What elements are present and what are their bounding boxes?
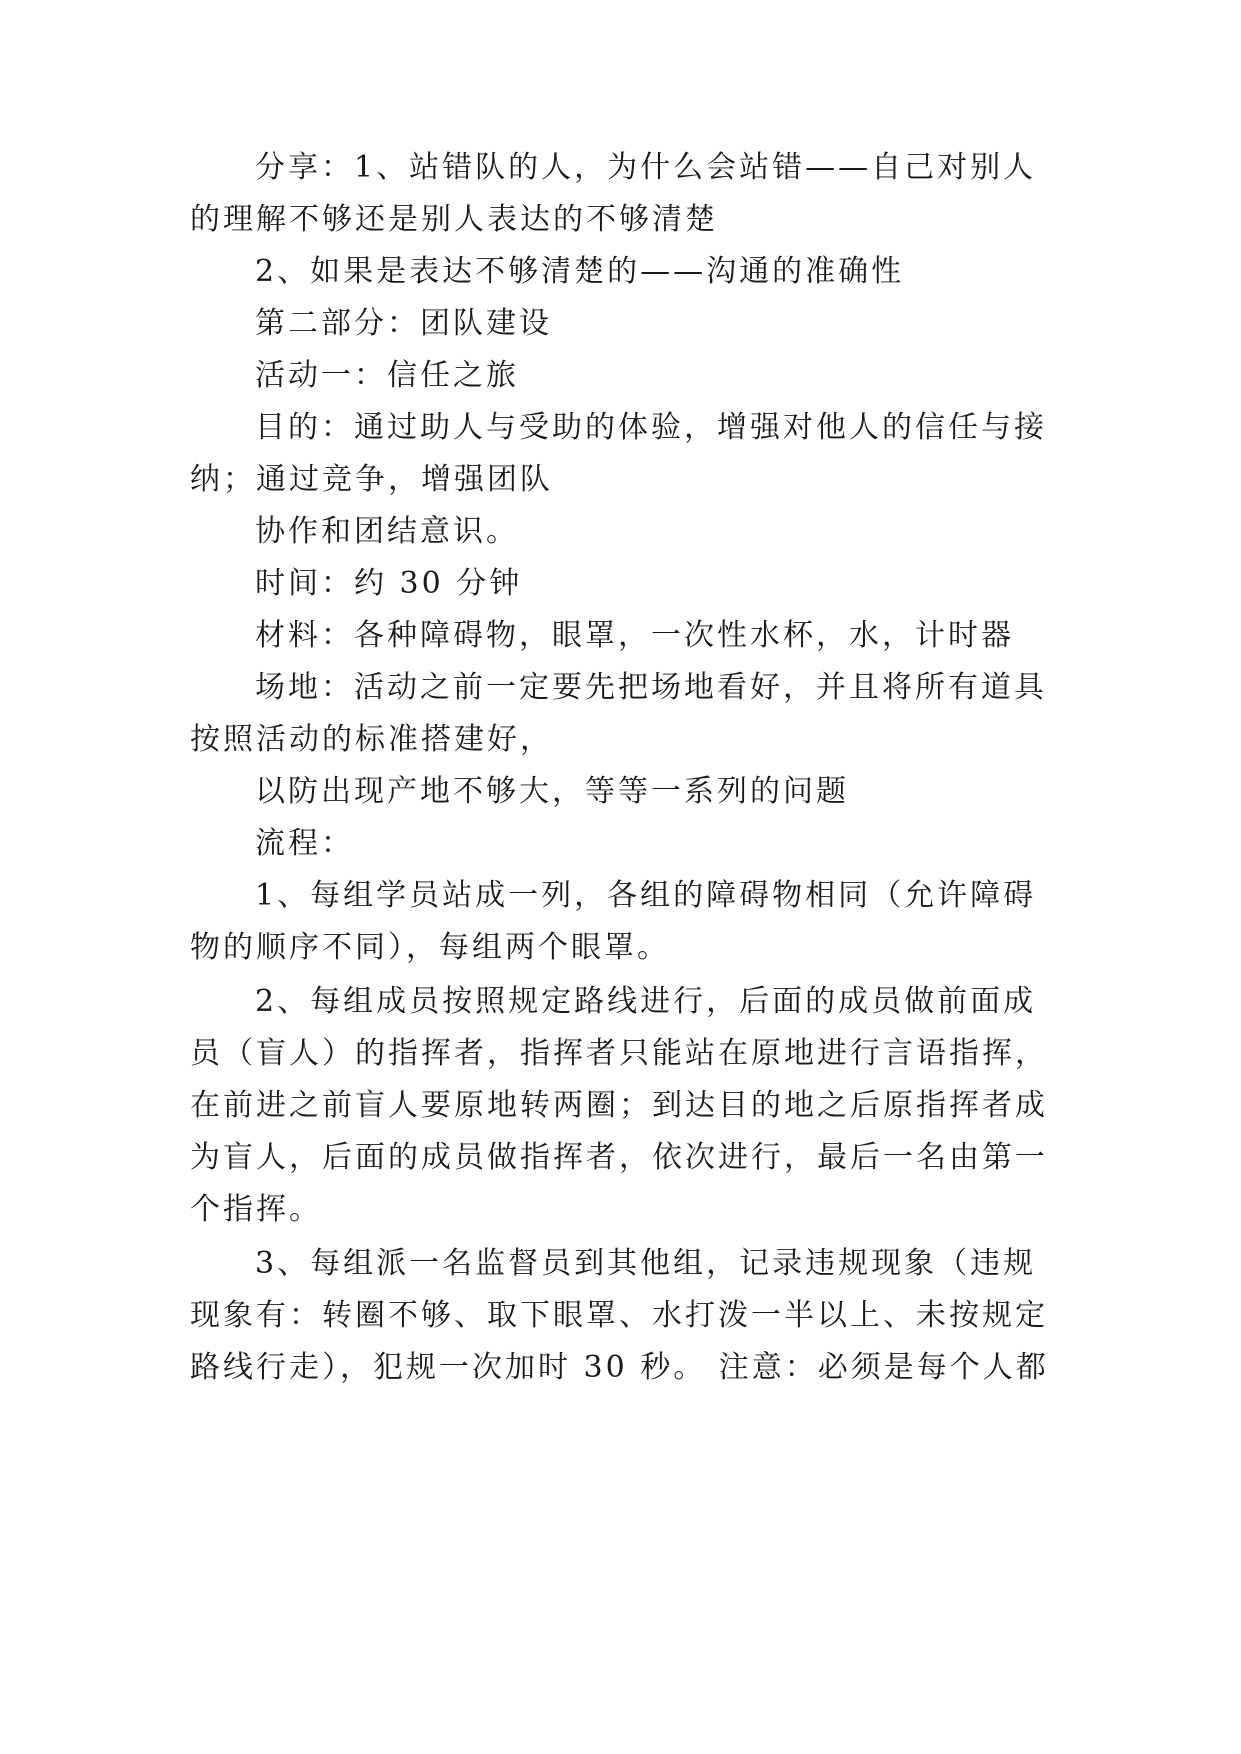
section-heading: 第二部分：团队建设 bbox=[255, 306, 552, 341]
text-line: 分享：1、站错队的人，为什么会站错——自己对别人 bbox=[255, 150, 1037, 185]
activity-heading: 活动一：信任之旅 bbox=[255, 358, 519, 393]
text-line: 路线行走），犯规一次加时 30 秒。 注意：必须是每个人都 bbox=[190, 1350, 1049, 1385]
text-line: 材料：各种障碍物，眼罩，一次性水杯，水，计时器 bbox=[255, 618, 1014, 653]
text-line: 的理解不够还是别人表达的不够清楚 bbox=[190, 202, 718, 237]
text-line: 个指挥。 bbox=[190, 1192, 322, 1227]
text-line: 纳；通过竞争，增强团队 bbox=[190, 462, 553, 497]
text-line: 2、每组成员按照规定路线进行，后面的成员做前面成 bbox=[255, 984, 1037, 1019]
text-line: 为盲人，后面的成员做指挥者，依次进行，最后一名由第一 bbox=[190, 1140, 1048, 1175]
text-line: 时间：约 30 分钟 bbox=[255, 566, 523, 601]
text-line: 现象有：转圈不够、取下眼罩、水打泼一半以上、未按规定 bbox=[190, 1298, 1048, 1333]
text-line: 协作和团结意识。 bbox=[255, 514, 519, 549]
text-line: 以防出现产地不够大，等等一系列的问题 bbox=[255, 774, 849, 809]
text-line: 2、如果是表达不够清楚的——沟通的准确性 bbox=[255, 254, 905, 289]
text-line: 员（盲人）的指挥者，指挥者只能站在原地进行言语指挥， bbox=[190, 1036, 1048, 1071]
text-line: 在前进之前盲人要原地转两圈；到达目的地之后原指挥者成 bbox=[190, 1088, 1048, 1123]
text-line: 流程： bbox=[255, 826, 354, 861]
text-line: 3、每组派一名监督员到其他组，记录违规现象（违规 bbox=[255, 1246, 1037, 1281]
text-line: 按照活动的标准搭建好， bbox=[190, 722, 553, 757]
text-line: 目的：通过助人与受助的体验，增强对他人的信任与接 bbox=[255, 410, 1047, 445]
text-line: 物的顺序不同），每组两个眼罩。 bbox=[190, 930, 670, 965]
text-line: 1、每组学员站成一列，各组的障碍物相同（允许障碍 bbox=[255, 878, 1037, 913]
text-line: 场地：活动之前一定要先把场地看好，并且将所有道具 bbox=[255, 670, 1047, 705]
